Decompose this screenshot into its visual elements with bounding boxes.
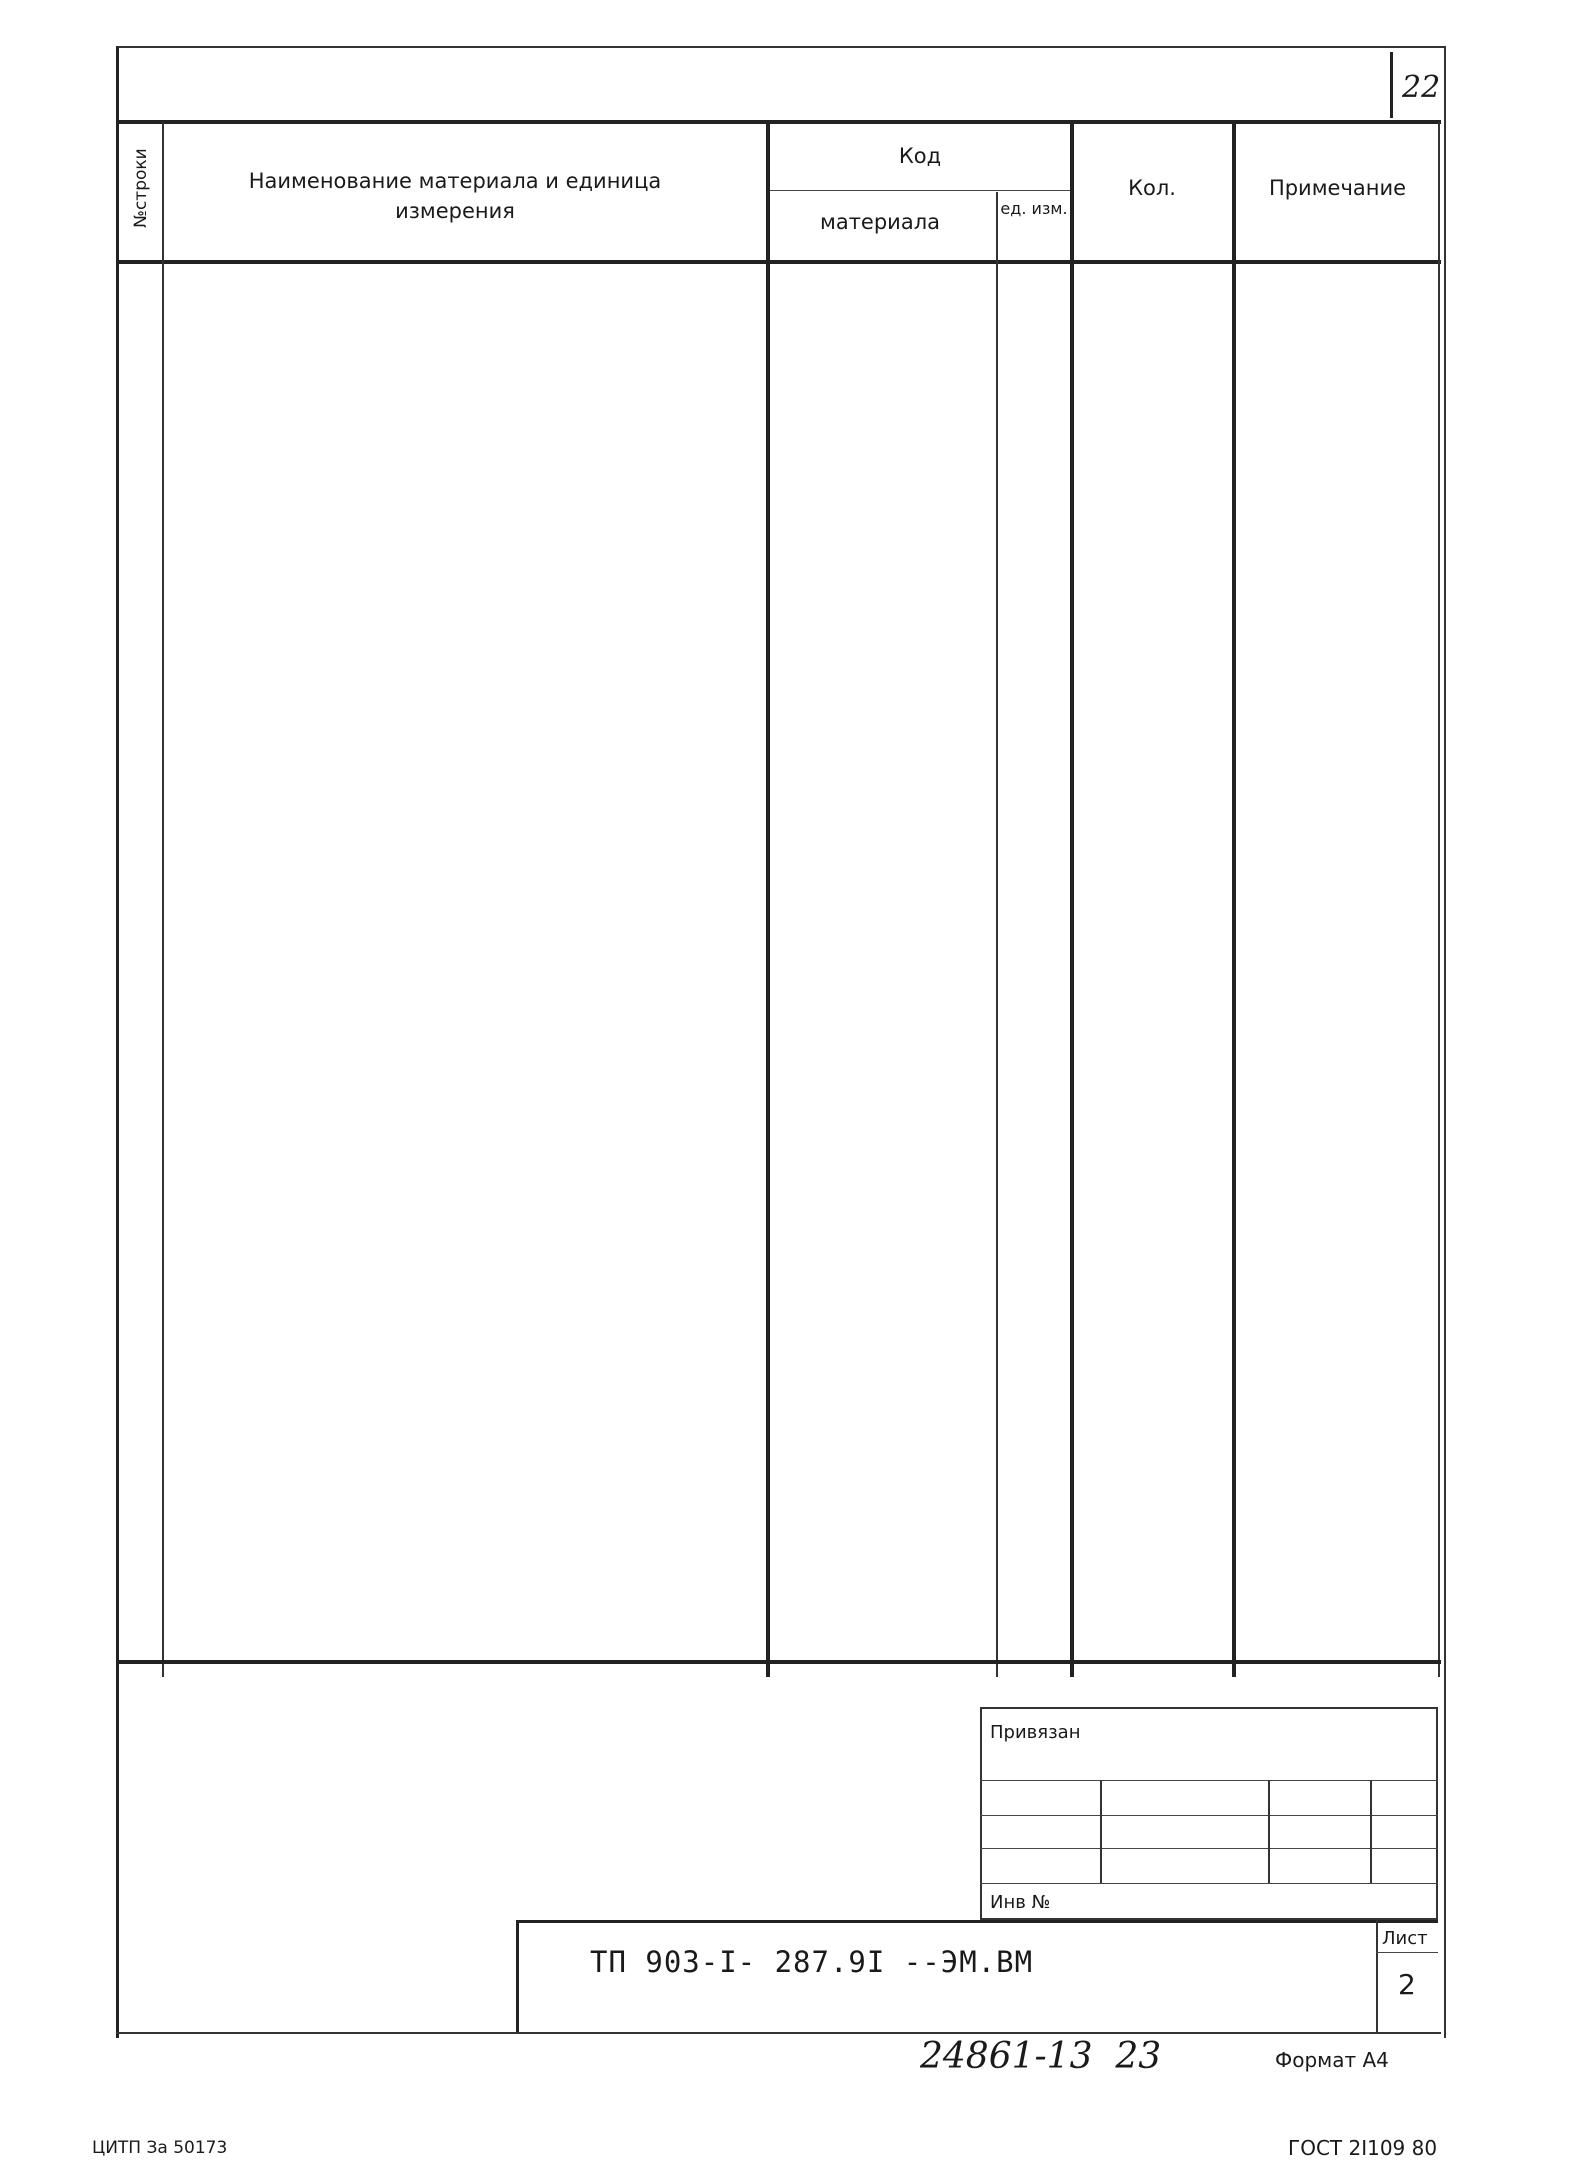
header-bottom-border xyxy=(116,260,1441,264)
format-label: Формат А4 xyxy=(1275,2048,1389,2072)
header-code-material: материала xyxy=(819,210,940,234)
document-designation: ТП 903-I- 287.9I --ЭМ.ВМ xyxy=(590,1945,1034,1979)
sheet-number: 2 xyxy=(1398,1968,1416,2001)
header-row-no: №строки xyxy=(131,148,151,228)
header-name: Наименование материала и единица измерения xyxy=(248,169,662,223)
sheet-divider xyxy=(1376,1920,1378,2032)
bound-vline-2 xyxy=(1268,1780,1270,1883)
bound-vline-3 xyxy=(1370,1780,1372,1883)
col-line-right xyxy=(1438,122,1440,1677)
col-line-code xyxy=(996,192,998,1677)
bound-line-4 xyxy=(980,1883,1438,1884)
header-code-unit: ед. изм. xyxy=(1000,199,1068,218)
col-line-name xyxy=(766,122,770,1677)
sheet-label-line xyxy=(1376,1952,1438,1953)
header-note: Примечание xyxy=(1268,176,1407,200)
header-qty: Кол. xyxy=(1128,176,1176,200)
table-top-border xyxy=(116,120,1441,124)
header-code-divider xyxy=(768,190,1072,191)
col-line-qty xyxy=(1232,122,1236,1677)
sheet-label: Лист xyxy=(1382,1928,1428,1949)
footer-left-stamp: ЦИТП За 50173 xyxy=(92,2138,228,2158)
header-code: Код xyxy=(898,144,942,168)
bound-label: Привязан xyxy=(990,1722,1081,1743)
inventory-number-label: Инв № xyxy=(990,1892,1051,1913)
handwritten-number: 24861-13 23 xyxy=(920,2036,1162,2077)
page-number: 22 xyxy=(1402,70,1441,105)
bound-vline-1 xyxy=(1100,1780,1102,1883)
footer-right-stamp: ГОСТ 2I109 80 xyxy=(1288,2136,1438,2160)
col-line-rownum xyxy=(162,122,164,1677)
frame-bottom xyxy=(116,2032,1441,2034)
table-bottom-border xyxy=(116,1660,1441,1664)
col-line-unitcode xyxy=(1070,122,1074,1677)
